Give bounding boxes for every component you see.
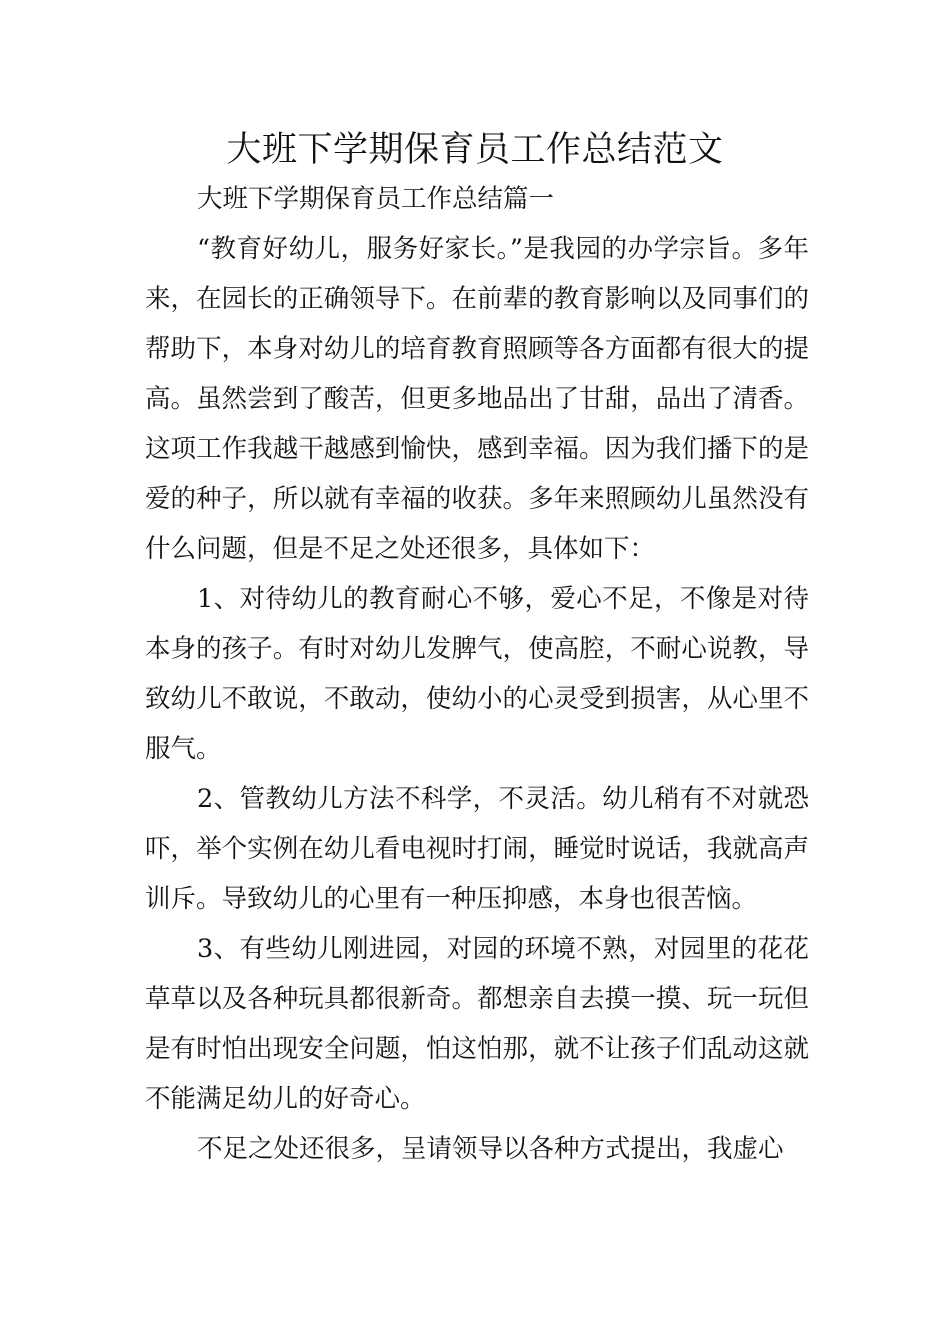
section-heading: 大班下学期保育员工作总结篇一 [197,184,555,214]
paragraph-intro: “教育好幼儿，服务好家长。”是我园的办学宗旨。多年来，在园长的正确领导下。在前辈的教育影响以及同事们的帮助下，本身对幼儿的培育教育照顾等各方面都有很大的提高。虽然尝到了酸苦，但更多地品出了甘甜，品出了清香。这项工作我越干越感到愉快，感到幸福。因为我们播下的是爱的种子，所以就有幸福的收获。多年来照顾幼儿虽然没有什么问题，但是不足之处还很多，具体如下： [145,234,809,564]
paragraph-item-2: 2、管教幼儿方法不科学，不灵活。幼儿稍有不对就恐吓，举个实例在幼儿看电视时打闹，睡觉时说话，我就高声训斥。导致幼儿的心里有一种压抑感，本身也很苦恼。 [145,784,809,914]
paragraph-closing: 不足之处还很多，呈请领导以各种方式提出，我虚心 [197,1134,784,1164]
document-body [145,174,809,1174]
paragraph-item-1: 1、对待幼儿的教育耐心不够，爱心不足，不像是对待本身的孩子。有时对幼儿发脾气，使高腔，不耐心说教，导致幼儿不敢说，不敢动，使幼小的心灵受到损害，从心里不服气。 [145,584,809,764]
document-title: 大班下学期保育员工作总结范文 [226,130,724,170]
paragraph-item-3: 3、有些幼儿刚进园，对园的环境不熟，对园里的花花草草以及各种玩具都很新奇。都想亲自去摸一摸、玩一玩但是有时怕出现安全问题，怕这怕那，就不让孩子们乱动这就不能满足幼儿的好奇心。 [145,934,809,1114]
